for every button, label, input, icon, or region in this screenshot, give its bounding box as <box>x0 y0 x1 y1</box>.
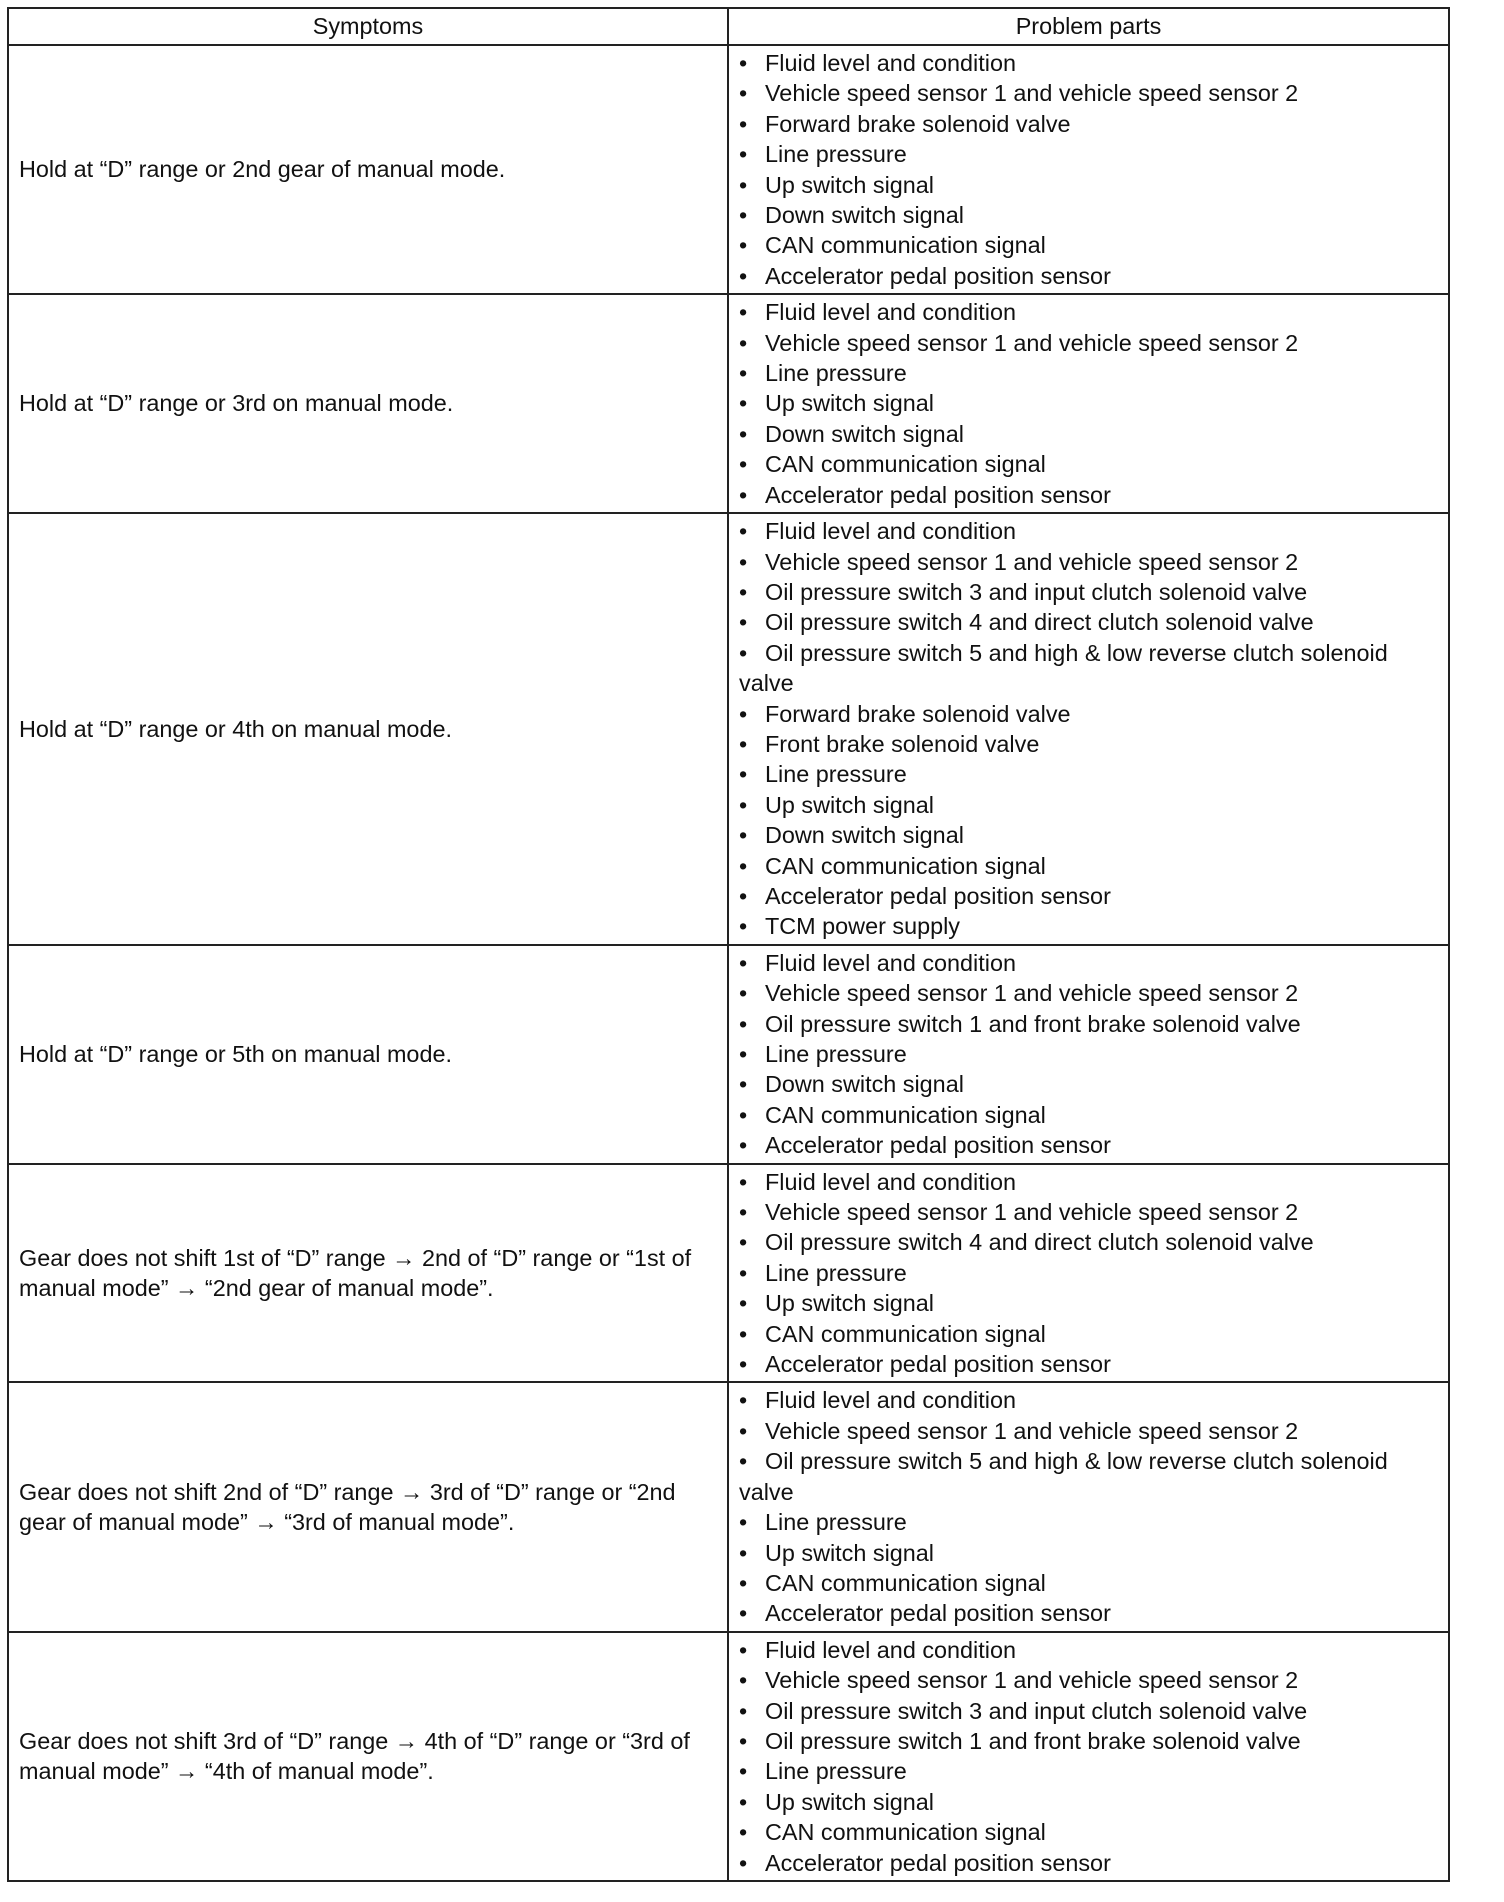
symptoms-table <box>7 7 1450 1882</box>
list-item <box>739 48 1438 78</box>
problem-parts-cell <box>728 45 1449 294</box>
problem-part-text: Accelerator pedal position sensor <box>765 1132 1111 1159</box>
list-item <box>739 1069 1438 1099</box>
symptom-cell: Hold at “D” range or 2nd gear of manual mode. <box>8 45 728 294</box>
table-row <box>8 513 1449 945</box>
bullet-icon: • <box>739 949 748 976</box>
bullet-icon: • <box>739 761 748 788</box>
list-item <box>739 480 1438 510</box>
problem-part-text: Front brake solenoid valve <box>765 730 1040 757</box>
list-item <box>739 699 1438 729</box>
bullet-icon: • <box>739 329 748 356</box>
bullet-icon: • <box>739 980 748 1007</box>
bullet-icon: • <box>739 1101 748 1128</box>
list-item <box>739 419 1438 449</box>
problem-part-text: Vehicle speed sensor 1 and vehicle speed sensor 2 <box>765 80 1299 107</box>
problem-part-text: Up switch signal <box>765 1788 934 1815</box>
problem-part-text: CAN communication signal <box>765 852 1046 879</box>
bullet-icon: • <box>739 1819 748 1846</box>
list-item <box>739 1258 1438 1288</box>
problem-part-text: CAN communication signal <box>765 451 1046 478</box>
bullet-icon: • <box>739 1041 748 1067</box>
problem-part-text: Oil pressure switch 3 and input clutch solenoid valve <box>765 1697 1308 1724</box>
bullet-icon: • <box>739 1758 748 1785</box>
problem-part-text: CAN communication signal <box>765 1320 1046 1347</box>
problem-part-text: Accelerator pedal position sensor <box>765 262 1111 289</box>
problem-part-text: Line pressure <box>765 141 907 168</box>
symptom-cell: Gear does not shift 2nd of “D” range → 3rd of “D” range or “2nd gear of manual mode” → “3rd of manual mode”. <box>8 1382 728 1631</box>
problem-parts-list <box>739 297 1438 510</box>
bullet-icon: • <box>739 882 748 909</box>
problem-parts-list <box>739 1385 1438 1628</box>
problem-part-text: Down switch signal <box>765 202 964 229</box>
list-item <box>739 261 1438 291</box>
symptom-cell: Hold at “D” range or 5th on manual mode. <box>8 945 728 1164</box>
table-row <box>8 45 1449 294</box>
bullet-icon: • <box>739 360 748 387</box>
bullet-icon: • <box>739 1387 748 1414</box>
problem-part-text: Vehicle speed sensor 1 and vehicle speed sensor 2 <box>765 1667 1299 1694</box>
problem-part-text: Vehicle speed sensor 1 and vehicle speed sensor 2 <box>765 329 1299 356</box>
list-item <box>739 1568 1438 1598</box>
problem-part-text: Accelerator pedal position sensor <box>765 1351 1111 1378</box>
problem-part-text: Vehicle speed sensor 1 and vehicle speed sensor 2 <box>765 548 1299 575</box>
problem-part-text: Down switch signal <box>765 1071 964 1098</box>
list-item <box>739 978 1438 1008</box>
problem-part-text: Accelerator pedal position sensor <box>765 1600 1111 1627</box>
problem-part-text: Oil pressure switch 5 and high & low reverse clutch solenoid valve <box>739 639 1388 697</box>
list-item <box>739 1817 1438 1847</box>
bullet-icon: • <box>739 1667 748 1694</box>
list-item <box>739 1167 1438 1197</box>
bullet-icon: • <box>739 1351 748 1378</box>
list-item <box>739 230 1438 260</box>
bullet-icon: • <box>739 110 748 137</box>
list-item <box>739 1665 1438 1695</box>
bullet-icon: • <box>739 451 748 478</box>
list-item <box>739 881 1438 911</box>
bullet-icon: • <box>739 700 748 727</box>
problem-parts-list <box>739 1167 1438 1380</box>
list-item <box>739 1197 1438 1227</box>
bullet-icon: • <box>739 1259 748 1286</box>
bullet-icon: • <box>739 578 748 605</box>
list-item <box>739 328 1438 358</box>
problem-parts-cell <box>728 294 1449 513</box>
list-item <box>739 1349 1438 1379</box>
bullet-icon: • <box>739 548 748 575</box>
table-row <box>8 1632 1449 1881</box>
list-item <box>739 1756 1438 1786</box>
bullet-icon: • <box>739 518 748 545</box>
list-item <box>739 911 1438 941</box>
list-item <box>739 516 1438 546</box>
problem-parts-cell <box>728 1164 1449 1383</box>
list-item <box>739 297 1438 327</box>
bullet-icon: • <box>739 1417 748 1444</box>
problem-part-text: Down switch signal <box>765 822 964 849</box>
header-problem-parts: Problem parts <box>728 8 1449 45</box>
bullet-icon: • <box>739 1600 748 1627</box>
table-body <box>8 45 1449 1881</box>
list-item <box>739 790 1438 820</box>
problem-part-text: CAN communication signal <box>765 1101 1046 1128</box>
list-item <box>739 1009 1438 1039</box>
list-item <box>739 759 1438 789</box>
bullet-icon: • <box>739 1448 748 1475</box>
problem-part-text: Forward brake solenoid valve <box>765 700 1071 727</box>
list-item <box>739 78 1438 108</box>
bullet-icon: • <box>739 1010 748 1037</box>
problem-part-text: CAN communication signal <box>765 1819 1046 1846</box>
bullet-icon: • <box>739 1569 748 1596</box>
problem-part-text: Fluid level and condition <box>765 299 1016 326</box>
bullet-icon: • <box>739 822 748 849</box>
problem-part-text: TCM power supply <box>765 913 960 940</box>
problem-part-text: Accelerator pedal position sensor <box>765 481 1111 508</box>
table-row <box>8 294 1449 513</box>
list-item <box>739 1696 1438 1726</box>
problem-part-text: Oil pressure switch 5 and high & low reverse clutch solenoid valve <box>739 1448 1388 1505</box>
problem-parts-list <box>739 48 1438 291</box>
problem-part-text: Oil pressure switch 4 and direct clutch solenoid valve <box>765 609 1314 636</box>
problem-part-text: Fluid level and condition <box>765 50 1016 76</box>
problem-part-text: Down switch signal <box>765 420 964 447</box>
bullet-icon: • <box>739 1168 748 1195</box>
list-item <box>739 1507 1438 1537</box>
bullet-icon: • <box>739 1849 748 1876</box>
symptom-cell: Gear does not shift 1st of “D” range → 2nd of “D” range or “1st of manual mode” → “2nd gear of manual mode”. <box>8 1164 728 1383</box>
bullet-icon: • <box>739 609 748 636</box>
list-item <box>739 1538 1438 1568</box>
symptom-cell: Gear does not shift 3rd of “D” range → 4th of “D” range or “3rd of manual mode” → “4th of manual mode”. <box>8 1632 728 1881</box>
problem-part-text: Oil pressure switch 4 and direct clutch solenoid valve <box>765 1229 1314 1256</box>
bullet-icon: • <box>739 639 748 666</box>
bullet-icon: • <box>739 730 748 757</box>
header-symptoms: Symptoms <box>8 8 728 45</box>
problem-part-text: Accelerator pedal position sensor <box>765 882 1111 909</box>
problem-part-text: Up switch signal <box>765 390 934 417</box>
problem-part-text: Up switch signal <box>765 1290 934 1317</box>
list-item <box>739 638 1438 699</box>
list-item <box>739 1130 1438 1160</box>
list-item <box>739 449 1438 479</box>
bullet-icon: • <box>739 1132 748 1159</box>
list-item <box>739 1787 1438 1817</box>
bullet-icon: • <box>739 1290 748 1317</box>
problem-part-text: Line pressure <box>765 1509 907 1536</box>
problem-parts-cell <box>728 1632 1449 1881</box>
bullet-icon: • <box>739 262 748 289</box>
bullet-icon: • <box>739 390 748 417</box>
bullet-icon: • <box>739 202 748 229</box>
bullet-icon: • <box>739 232 748 259</box>
bullet-icon: • <box>739 420 748 447</box>
problem-part-text: Oil pressure switch 3 and input clutch solenoid valve <box>765 578 1308 605</box>
problem-part-text: Line pressure <box>765 1259 907 1286</box>
bullet-icon: • <box>739 852 748 879</box>
list-item <box>739 170 1438 200</box>
table-row <box>8 945 1449 1164</box>
list-item <box>739 547 1438 577</box>
list-item <box>739 109 1438 139</box>
bullet-icon: • <box>739 1509 748 1536</box>
problem-part-text: Line pressure <box>765 761 907 788</box>
list-item <box>739 577 1438 607</box>
problem-part-text: Oil pressure switch 1 and front brake solenoid valve <box>765 1010 1301 1037</box>
problem-part-text: Vehicle speed sensor 1 and vehicle speed sensor 2 <box>765 1199 1299 1226</box>
bullet-icon: • <box>739 1071 748 1098</box>
list-item <box>739 1446 1438 1507</box>
table-row <box>8 1382 1449 1631</box>
list-item <box>739 607 1438 637</box>
bullet-icon: • <box>739 791 748 818</box>
header-row <box>8 8 1449 45</box>
bullet-icon: • <box>739 1320 748 1347</box>
bullet-icon: • <box>739 481 748 508</box>
problem-part-text: Vehicle speed sensor 1 and vehicle speed sensor 2 <box>765 1417 1299 1444</box>
problem-part-text: CAN communication signal <box>765 232 1046 259</box>
list-item <box>739 1319 1438 1349</box>
problem-part-text: Line pressure <box>765 1041 907 1067</box>
problem-part-text: Up switch signal <box>765 171 934 198</box>
problem-parts-list <box>739 1635 1438 1878</box>
symptom-cell: Hold at “D” range or 3rd on manual mode. <box>8 294 728 513</box>
bullet-icon: • <box>739 913 748 940</box>
bullet-icon: • <box>739 1636 748 1663</box>
problem-part-text: Oil pressure switch 1 and front brake solenoid valve <box>765 1727 1301 1754</box>
problem-part-text: Fluid level and condition <box>765 1168 1016 1195</box>
problem-part-text: Forward brake solenoid valve <box>765 110 1071 137</box>
list-item <box>739 1039 1438 1069</box>
problem-parts-list <box>739 948 1438 1161</box>
bullet-icon: • <box>739 1199 748 1226</box>
problem-part-text: Line pressure <box>765 360 907 387</box>
problem-part-text: Fluid level and condition <box>765 518 1016 545</box>
bullet-icon: • <box>739 1539 748 1566</box>
list-item <box>739 948 1438 978</box>
problem-part-text: Fluid level and condition <box>765 1387 1016 1414</box>
problem-parts-list <box>739 516 1438 942</box>
problem-part-text: Line pressure <box>765 1758 907 1785</box>
list-item <box>739 1385 1438 1415</box>
bullet-icon: • <box>739 80 748 107</box>
list-item <box>739 820 1438 850</box>
problem-part-text: Vehicle speed sensor 1 and vehicle speed sensor 2 <box>765 980 1299 1007</box>
list-item <box>739 851 1438 881</box>
list-item <box>739 1598 1438 1628</box>
problem-part-text: Accelerator pedal position sensor <box>765 1849 1111 1876</box>
bullet-icon: • <box>739 171 748 198</box>
bullet-icon: • <box>739 1788 748 1815</box>
symptom-cell: Hold at “D” range or 4th on manual mode. <box>8 513 728 945</box>
problem-part-text: Fluid level and condition <box>765 949 1016 976</box>
list-item <box>739 1635 1438 1665</box>
problem-parts-cell <box>728 945 1449 1164</box>
list-item <box>739 1416 1438 1446</box>
bullet-icon: • <box>739 50 748 76</box>
bullet-icon: • <box>739 1727 748 1754</box>
list-item <box>739 1726 1438 1756</box>
bullet-icon: • <box>739 299 748 326</box>
bullet-icon: • <box>739 141 748 168</box>
list-item <box>739 358 1438 388</box>
problem-part-text: CAN communication signal <box>765 1569 1046 1596</box>
list-item <box>739 1288 1438 1318</box>
list-item <box>739 200 1438 230</box>
problem-parts-cell <box>728 1382 1449 1631</box>
list-item <box>739 388 1438 418</box>
list-item <box>739 1227 1438 1257</box>
problem-part-text: Fluid level and condition <box>765 1636 1016 1663</box>
problem-part-text: Up switch signal <box>765 791 934 818</box>
bullet-icon: • <box>739 1697 748 1724</box>
table-row <box>8 1164 1449 1383</box>
list-item <box>739 139 1438 169</box>
bullet-icon: • <box>739 1229 748 1256</box>
list-item <box>739 729 1438 759</box>
list-item <box>739 1848 1438 1878</box>
problem-parts-cell <box>728 513 1449 945</box>
problem-part-text: Up switch signal <box>765 1539 934 1566</box>
list-item <box>739 1100 1438 1130</box>
